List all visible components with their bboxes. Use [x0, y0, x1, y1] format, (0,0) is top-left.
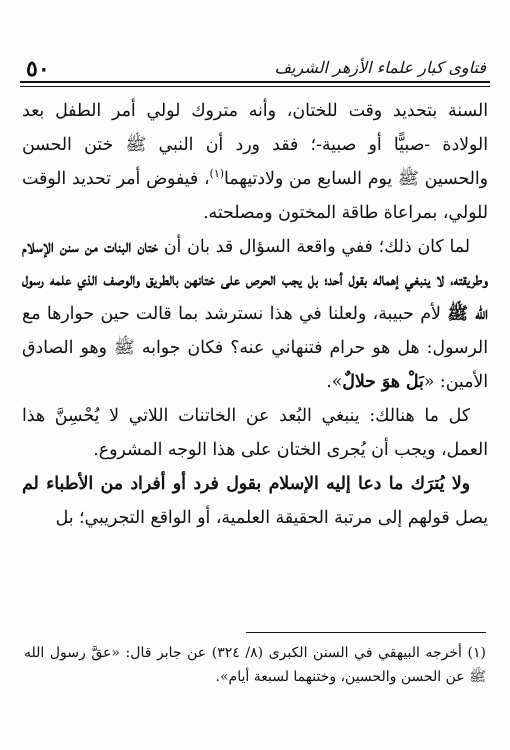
footnote-separator [246, 632, 486, 633]
page-number: ٥٠ [26, 56, 50, 82]
paragraph-2-text-e: ». [326, 372, 343, 393]
page-header [20, 54, 490, 94]
running-title: فتاوى كبار علماء الأزهر الشريف [274, 58, 486, 77]
header-rule-thin [20, 86, 490, 87]
paragraph-1-text-b: ، فيفوض أمر تحديد الوقت للولي، بمراعاة طاقة المختون ومصلحته. [22, 168, 488, 223]
header-rule [20, 81, 490, 83]
footnote-marker: (١) [209, 167, 225, 181]
body-text [22, 95, 488, 536]
paragraph-4 [22, 468, 488, 536]
paragraph-3: كل ما هنالك: ينبغي البُعد عن الخاتنات اللاتي لا يُحْسِنَّ هذا العمل، ويجب أن يُجرى الختان على هذا الوجه المشروع. [22, 406, 488, 460]
paragraph-4-text: يصل قولهم إلى مرتبة الحقيقة العلمية، أو الواقع التجريبي؛ بل [55, 507, 488, 528]
paragraph-2-text-a: لما كان ذلك؛ ففي واقعة السؤال قد بان أن [158, 236, 470, 257]
footnote: (١) أخرجه البيهقي في السنن الكبرى (٨/ ٣٢٤) عن جابر قال: «عقَّ رسول الله ﷺ عن الحسن والحسين، وختنهما لسبعة أيام». [24, 645, 486, 685]
paragraph-4-bold: ولا يُترَك ما دعا إليه الإسلام بقول فرد أو أفراد من الأطباء لم [22, 473, 470, 494]
paragraph-2-bold: ختان البنات من سنن الإسلام وطريقته، لا ينبغي إهماله بقول أحد؛ بل يجب الحرص على ختانهن بالطريق والوصف الذي علمه رسول الله ﷺ [22, 236, 488, 325]
paragraph-1-text-a: السنة بتحديد وقت للختان، وأنه متروك لولي أمر الطفل بعد الولادة -صبيًّا أو صبية-؛ فقد ورد أن النبي ﷺ ختن الحسن والحسين ﷺ يوم السابع من ولادتيهما [22, 101, 488, 189]
paragraph-2 [22, 231, 488, 400]
hadith-quote: بَلْ هوَ حلالٌ [342, 372, 424, 393]
paragraph-1 [22, 95, 488, 231]
paragraph-2-text-c: لأم حبيبة، ولعلنا في هذا نسترشد بما قالت حين حوارها مع الرسول: هل هو حرام فتنهاني عنه؟ فكان جوابه ﷺ وهو الصادق الأمين: « [22, 304, 488, 393]
